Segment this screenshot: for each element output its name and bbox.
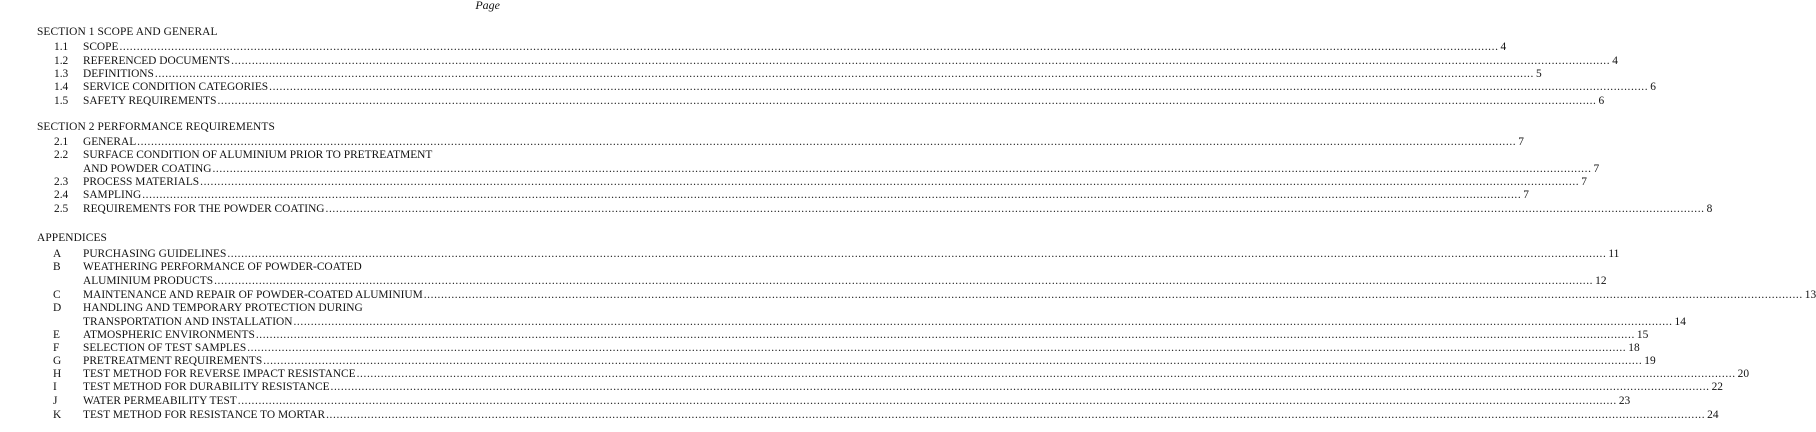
toc-entry[interactable]	[83, 395, 1631, 407]
toc-entry-number: G	[53, 355, 62, 367]
dot-leader: ................................................................................................................................................................................................................................................................................................................................................................................................................	[255, 329, 1635, 341]
toc-entry-page[interactable]: 8	[1706, 203, 1713, 215]
toc-entry[interactable]	[83, 368, 1750, 380]
toc-entry[interactable]	[83, 289, 1816, 301]
dot-leader: ................................................................................................................................................................................................................................................................................................................................................................................................................	[119, 41, 1499, 53]
toc-entry[interactable]	[83, 355, 1656, 367]
toc-entry-page[interactable]: 4	[1612, 55, 1618, 67]
toc-entry-number: H	[53, 368, 62, 380]
toc-entry[interactable]	[83, 409, 1719, 421]
toc-entry[interactable]	[83, 136, 1524, 148]
section-heading: SECTION 1 SCOPE AND GENERAL	[37, 26, 218, 38]
toc-entry-title[interactable]: PRETREATMENT REQUIREMENTS	[83, 355, 263, 367]
toc-entry[interactable]	[83, 203, 1713, 215]
toc-entry-number: D	[53, 302, 62, 314]
toc-entry-page[interactable]: 7	[1518, 136, 1524, 148]
toc-entry-page[interactable]: 19	[1644, 355, 1656, 367]
toc-entry-number: B	[53, 261, 61, 273]
toc-entry-number: 2.5	[54, 203, 69, 215]
toc-entry[interactable]	[83, 95, 1605, 107]
toc-entry[interactable]	[83, 81, 1656, 93]
toc-entry-number: I	[53, 381, 57, 393]
toc-entry-title[interactable]: SAFETY REQUIREMENTS	[83, 95, 217, 107]
toc-entry-title[interactable]: DEFINITIONS	[83, 68, 154, 80]
toc-entry[interactable]	[83, 55, 1618, 67]
toc-entry[interactable]	[83, 41, 1507, 53]
toc-entry[interactable]	[83, 176, 1587, 188]
dot-leader: ................................................................................................................................................................................................................................................................................................................................................................................................................	[212, 163, 1592, 175]
page-column-label: Page	[475, 0, 500, 12]
toc-entry-page[interactable]: 4	[1500, 41, 1507, 53]
dot-leader: ................................................................................................................................................................................................................................................................................................................................................................................................................	[293, 316, 1673, 328]
toc-entry-title[interactable]: SAMPLING	[83, 189, 142, 201]
toc-entry-title[interactable]: MAINTENANCE AND REPAIR OF POWDER-COATED ALUMINIUM	[83, 289, 423, 301]
toc-entry-page[interactable]: 5	[1535, 68, 1542, 80]
toc-entry[interactable]	[83, 163, 1600, 175]
dot-leader: ................................................................................................................................................................................................................................................................................................................................................................................................................	[330, 381, 1710, 393]
dot-leader: ................................................................................................................................................................................................................................................................................................................................................................................................................	[269, 81, 1649, 93]
dot-leader: ................................................................................................................................................................................................................................................................................................................................................................................................................	[154, 68, 1534, 80]
section-heading: APPENDICES	[37, 232, 107, 244]
dot-leader: ................................................................................................................................................................................................................................................................................................................................................................................................................	[217, 95, 1597, 107]
toc-entry-page[interactable]: 15	[1636, 329, 1649, 341]
toc-entry[interactable]	[83, 275, 1607, 287]
dot-leader: ................................................................................................................................................................................................................................................................................................................................................................................................................	[237, 395, 1617, 407]
dot-leader: ................................................................................................................................................................................................................................................................................................................................................................................................................	[214, 275, 1594, 287]
toc-entry-title-line1[interactable]: WEATHERING PERFORMANCE OF POWDER-COATED	[83, 261, 362, 273]
toc-entry-page[interactable]: 7	[1581, 176, 1587, 188]
toc-entry-title[interactable]: TEST METHOD FOR RESISTANCE TO MORTAR	[83, 409, 326, 421]
toc-entry-page[interactable]: 13	[1804, 289, 1816, 301]
toc-entry-number: A	[53, 248, 62, 260]
toc-entry-page[interactable]: 6	[1650, 81, 1656, 93]
dot-leader: ................................................................................................................................................................................................................................................................................................................................................................................................................	[200, 176, 1580, 188]
dot-leader: ................................................................................................................................................................................................................................................................................................................................................................................................................	[137, 136, 1517, 148]
toc-entry-title[interactable]: ATMOSPHERIC ENVIRONMENTS	[83, 329, 255, 341]
toc-entry-page[interactable]: 7	[1593, 163, 1600, 175]
toc-entry-title[interactable]: ALUMINIUM PRODUCTS	[83, 275, 214, 287]
dot-leader: ................................................................................................................................................................................................................................................................................................................................................................................................................	[325, 203, 1705, 215]
toc-entry-page[interactable]: 18	[1628, 342, 1640, 354]
toc-entry-title[interactable]: REQUIREMENTS FOR THE POWDER COATING	[83, 203, 325, 215]
dot-leader: ................................................................................................................................................................................................................................................................................................................................................................................................................	[263, 355, 1643, 367]
toc-entry-title[interactable]: TEST METHOD FOR REVERSE IMPACT RESISTANCE	[83, 368, 356, 380]
toc-entry-page[interactable]: 20	[1737, 368, 1750, 380]
toc-entry[interactable]	[83, 248, 1620, 260]
toc-entry[interactable]	[83, 342, 1640, 354]
toc-entry-title-line1[interactable]: SURFACE CONDITION OF ALUMINIUM PRIOR TO PRETREATMENT	[83, 149, 433, 161]
toc-entry-number: F	[53, 342, 60, 354]
dot-leader: ................................................................................................................................................................................................................................................................................................................................................................................................................	[142, 189, 1522, 201]
toc-entry-title-line1[interactable]: HANDLING AND TEMPORARY PROTECTION DURING	[83, 302, 363, 314]
toc-entry-title[interactable]: SCOPE	[83, 41, 119, 53]
toc-entry-number: K	[53, 409, 62, 421]
toc-entry-number: 1.4	[54, 81, 69, 93]
dot-leader: ................................................................................................................................................................................................................................................................................................................................................................................................................	[356, 368, 1736, 380]
toc-entry-page[interactable]: 22	[1711, 381, 1723, 393]
dot-leader: ................................................................................................................................................................................................................................................................................................................................................................................................................	[227, 248, 1607, 260]
toc-entry-page[interactable]: 6	[1598, 95, 1605, 107]
dot-leader: ................................................................................................................................................................................................................................................................................................................................................................................................................	[231, 55, 1611, 67]
toc-entry-page[interactable]: 24	[1707, 409, 1719, 421]
toc-entry-number: 1.5	[54, 95, 69, 107]
toc-entry-number: 2.2	[54, 149, 69, 161]
dot-leader: ................................................................................................................................................................................................................................................................................................................................................................................................................	[423, 289, 1803, 301]
toc-entry-number: 1.1	[54, 41, 69, 53]
toc-entry-title[interactable]: REFERENCED DOCUMENTS	[83, 55, 231, 67]
toc-entry-page[interactable]: 23	[1618, 395, 1631, 407]
toc-entry[interactable]	[83, 381, 1723, 393]
toc-entry-title[interactable]: TRANSPORTATION AND INSTALLATION	[83, 316, 293, 328]
toc-entry[interactable]	[83, 316, 1686, 328]
toc-entry-number: J	[53, 395, 58, 407]
toc-entry-number: C	[53, 289, 61, 301]
section-heading: SECTION 2 PERFORMANCE REQUIREMENTS	[37, 121, 275, 133]
toc-entry[interactable]	[83, 189, 1529, 201]
toc-entry-page[interactable]: 11	[1608, 248, 1620, 260]
toc-entry-number: E	[53, 329, 60, 341]
toc-entry-number: 2.3	[54, 176, 69, 188]
toc-entry-title[interactable]: SERVICE CONDITION CATEGORIES	[83, 81, 269, 93]
toc-entry-title[interactable]: AND POWDER COATING	[83, 163, 212, 175]
toc-entry-title[interactable]: GENERAL	[83, 136, 137, 148]
toc-entry-page[interactable]: 7	[1523, 189, 1529, 201]
toc-entry-page[interactable]: 12	[1595, 275, 1607, 287]
toc-entry-title[interactable]: WATER PERMEABILITY TEST	[83, 395, 237, 407]
dot-leader: ................................................................................................................................................................................................................................................................................................................................................................................................................	[247, 342, 1627, 354]
toc-entry-number: 2.1	[54, 136, 69, 148]
toc-entry[interactable]	[83, 329, 1649, 341]
toc-entry-number: 1.2	[54, 55, 69, 67]
dot-leader: ................................................................................................................................................................................................................................................................................................................................................................................................................	[326, 409, 1706, 421]
toc-entry-title[interactable]: TEST METHOD FOR DURABILITY RESISTANCE	[83, 381, 330, 393]
toc-entry-page[interactable]: 14	[1674, 316, 1686, 328]
toc-entry-number: 1.3	[54, 68, 69, 80]
toc-entry-title[interactable]: PROCESS MATERIALS	[83, 176, 200, 188]
toc-entry-title[interactable]: SELECTION OF TEST SAMPLES	[83, 342, 247, 354]
toc-entry-number: 2.4	[54, 189, 69, 201]
toc-entry-title[interactable]: PURCHASING GUIDELINES	[83, 248, 227, 260]
toc-entry[interactable]	[83, 68, 1542, 80]
